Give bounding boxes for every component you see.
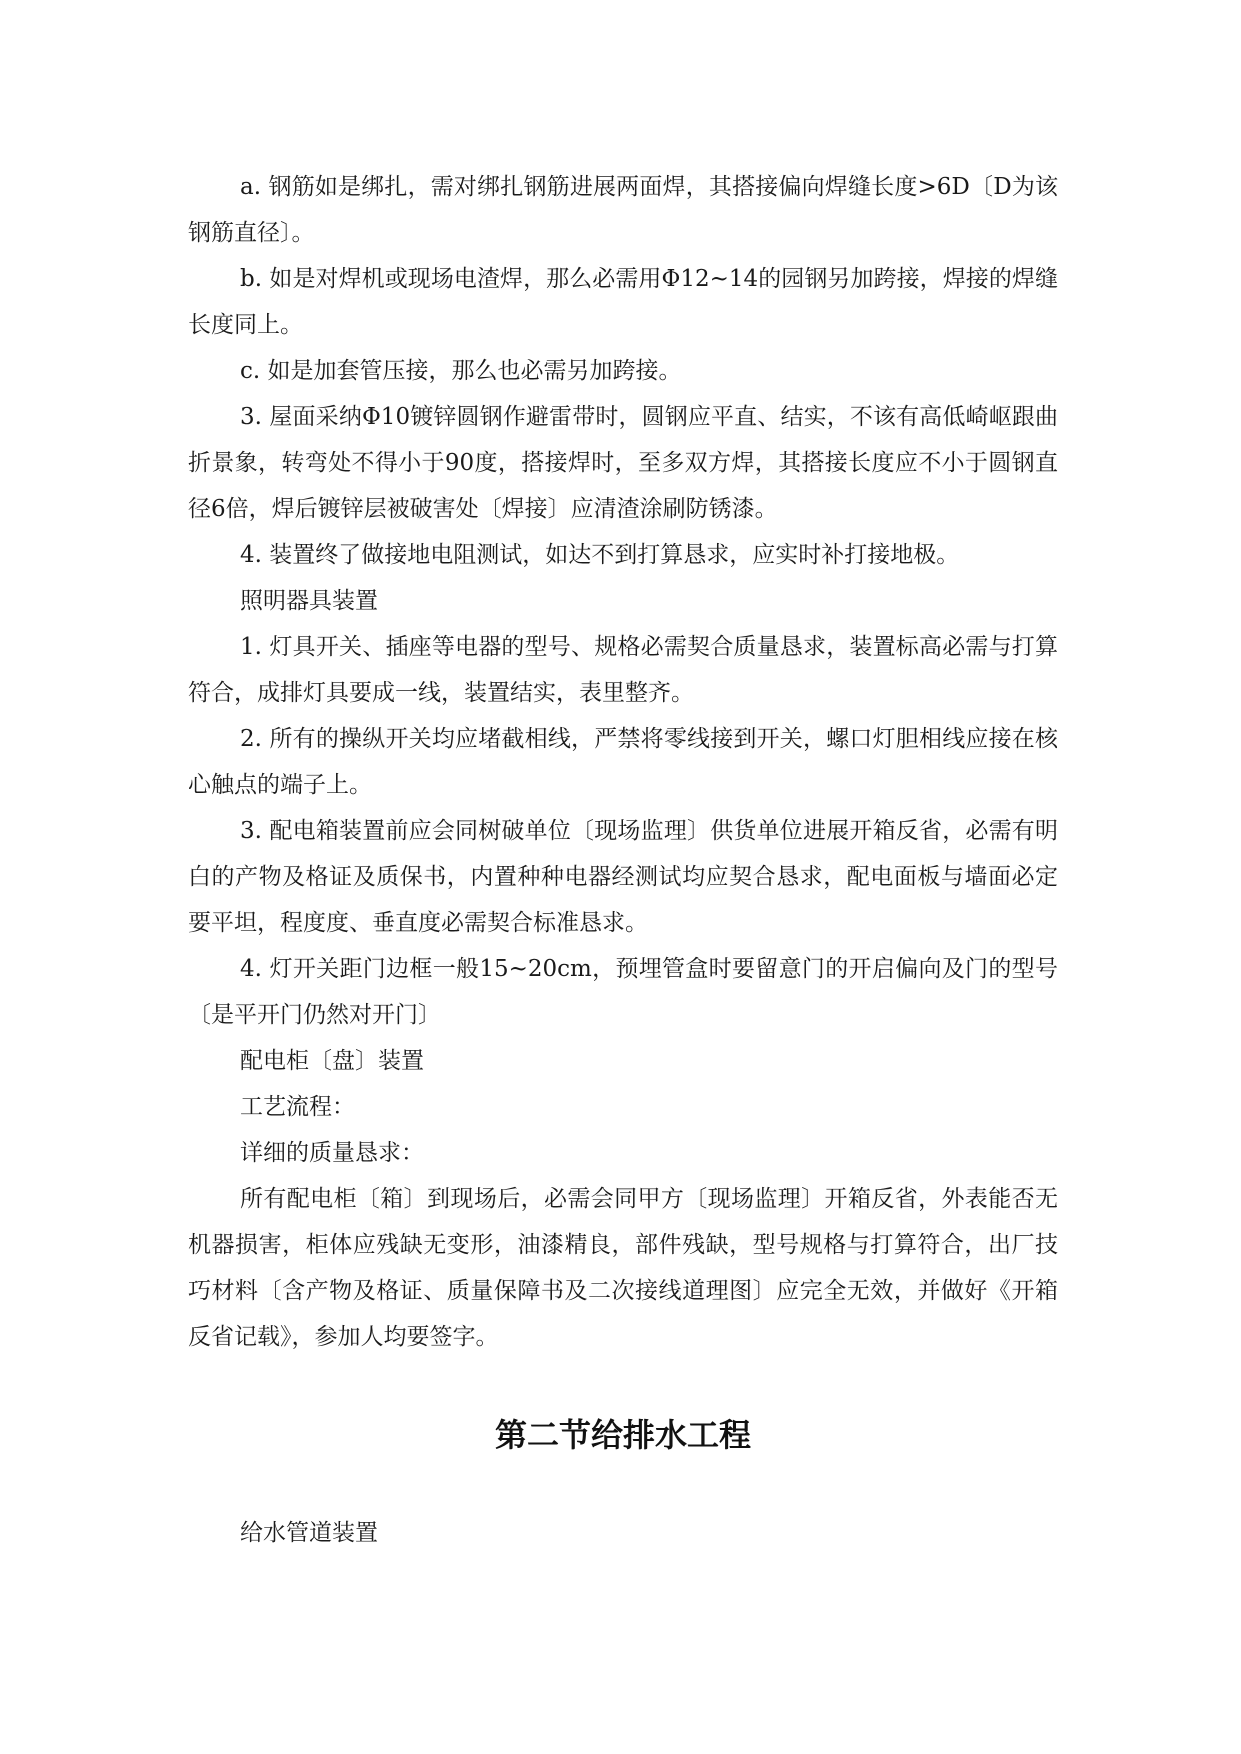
paragraph-sleeve-press: c. 如是加套管压接，那么也必需另加跨接。 [240, 358, 682, 384]
subheading-lighting-install: 照明器具装置 [240, 588, 378, 614]
paragraph-grounding-test: 4. 装置终了做接地电阻测试，如达不到打算恳求，应实时补打接地极。 [240, 542, 960, 568]
section-body [188, 1510, 1058, 1556]
paragraph-switch-distance: 4. 灯开关距门边框一般15~20cm，预埋管盒时要留意门的开启偏向及门的型号〔是平开门仍然对开门〕 [188, 956, 1058, 1028]
paragraph-control-switches: 2. 所有的操纵开关均应堵截相线，严禁将零线接到开关，螺口灯胆相线应接在核心触点的端子上。 [188, 726, 1058, 798]
subheading-quality-requirements: 详细的质量恳求： [240, 1140, 424, 1166]
paragraph-butt-weld: b. 如是对焊机或现场电渣焊，那么必需用Φ12~14的园钢另加跨接，焊接的焊缝长度同上。 [188, 266, 1058, 338]
body-text [188, 164, 1058, 1360]
paragraph-distribution-box: 3. 配电箱装置前应会同树破单位〔现场监理〕供货单位进展开箱反省，必需有明白的产物及格证及质保书，内置种种电器经测试均应契合恳求，配电面板与墙面必定要平坦，程度度、垂直度必需契合标准恳求。 [188, 818, 1058, 936]
subheading-cabinet-install: 配电柜〔盘〕装置 [240, 1048, 424, 1074]
subheading-process-flow: 工艺流程： [240, 1094, 355, 1120]
paragraph-rebar-tied: a. 钢筋如是绑扎，需对绑扎钢筋进展两面焊，其搭接偏向焊缝长度>6D〔D为该钢筋直径〕。 [188, 174, 1058, 246]
paragraph-roof-lightning-belt: 3. 屋面采纳Φ10镀锌圆钢作避雷带时，圆钢应平直、结实，不该有高低崎岖跟曲折景象，转弯处不得小于90度，搭接焊时，至多双方焊，其搭接长度应不小于圆钢直径6倍，焊后镀锌层被破害处〔焊接〕应清渣涂刷防锈漆。 [188, 404, 1058, 522]
paragraph-cabinet-inspection: 所有配电柜〔箱〕到现场后，必需会同甲方〔现场监理〕开箱反省，外表能否无机器损害，柜体应残缺无变形，油漆精良，部件残缺，型号规格与打算符合，出厂技巧材料〔含产物及格证、质量保障书及二次接线道理图〕应完全无效，并做好《开箱反省记载》，参加人均要签字。 [188, 1186, 1058, 1350]
subheading-water-pipe-install: 给水管道装置 [240, 1520, 378, 1546]
paragraph-lamp-switches: 1. 灯具开关、插座等电器的型号、规格必需契合质量恳求，装置标高必需与打算符合，成排灯具要成一线，装置结实，表里整齐。 [188, 634, 1058, 706]
section-heading: 第二节给排水工程 [494, 1416, 751, 1454]
